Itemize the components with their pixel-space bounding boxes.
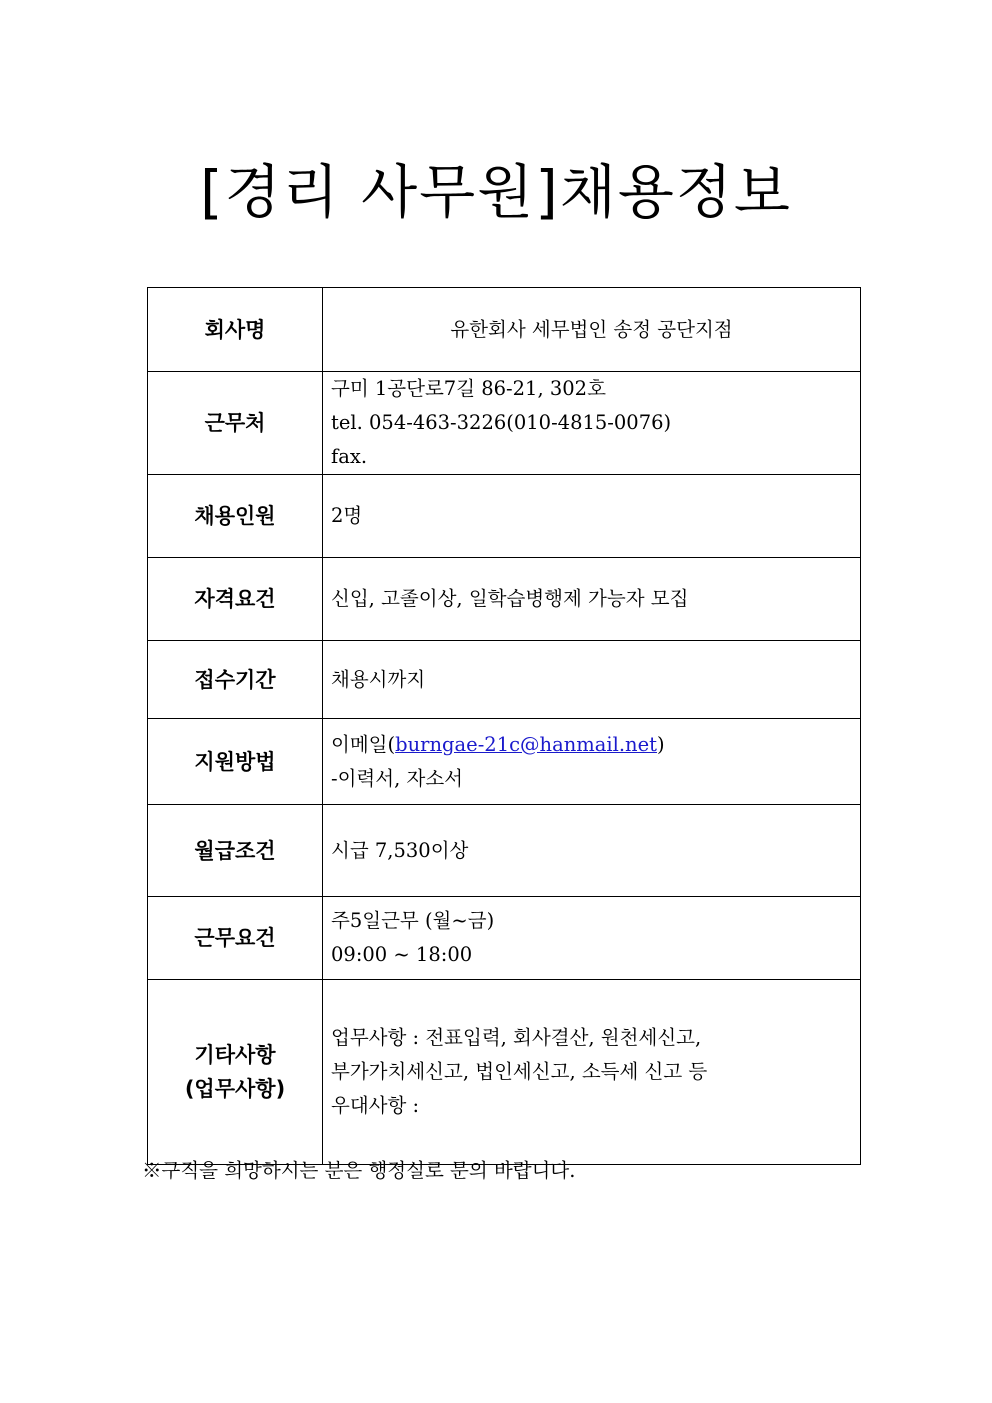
table-row-etc	[148, 980, 861, 1165]
etc-value	[323, 980, 861, 1165]
method-value	[323, 719, 861, 805]
table-row-salary	[148, 805, 861, 897]
email-link[interactable]: burngae-21c@hanmail.net	[395, 732, 657, 756]
table-row-company	[148, 288, 861, 372]
company-value: 유한회사 세무법인 송정 공단지점	[323, 288, 861, 372]
footnote: ※구직을 희망하시는 분은 행정실로 문의 바랍니다.	[142, 1159, 576, 1182]
headcount-value: 2명	[323, 475, 861, 558]
salary-value: 시급 7,530이상	[323, 805, 861, 897]
method-documents: -이력서, 자소서	[331, 766, 464, 790]
table-row-method	[148, 719, 861, 805]
workplace-fax: fax.	[331, 445, 368, 468]
workplace-value	[323, 372, 861, 475]
table-row-headcount	[148, 475, 861, 558]
period-value: 채용시까지	[323, 641, 861, 719]
etc-duties-line2: 부가가치세신고, 법인세신고, 소득세 신고 등	[331, 1060, 708, 1083]
page-title: [경리 사무원]채용정보	[200, 158, 792, 226]
hours-days: 주5일근무 (월~금)	[331, 909, 495, 932]
email-prefix: 이메일(	[331, 732, 396, 756]
table-row-qualification	[148, 558, 861, 641]
qualification-label: 자격요건	[148, 558, 323, 641]
table-row-workplace	[148, 372, 861, 475]
headcount-label: 채용인원	[148, 475, 323, 558]
table-row-hours	[148, 897, 861, 980]
company-label: 회사명	[148, 288, 323, 372]
workplace-address: 구미 1공단로7길 86-21, 302호	[331, 377, 606, 400]
etc-label-line1: 기타사항	[194, 1043, 276, 1067]
etc-benefits: 우대사항 :	[331, 1094, 420, 1117]
table-row-period	[148, 641, 861, 719]
salary-label: 월급조건	[148, 805, 323, 897]
etc-label-line2: (업무사항)	[184, 1077, 286, 1101]
hours-value	[323, 897, 861, 980]
etc-duties-line1: 업무사항 : 전표입력, 회사결산, 원천세신고,	[331, 1026, 702, 1049]
hours-time: 09:00 ~ 18:00	[331, 943, 473, 966]
email-suffix: )	[657, 732, 665, 756]
hours-label: 근무요건	[148, 897, 323, 980]
workplace-tel: tel. 054-463-3226(010-4815-0076)	[331, 411, 672, 434]
recruitment-info-table	[147, 287, 861, 1165]
etc-label	[148, 980, 323, 1165]
qualification-value: 신입, 고졸이상, 일학습병행제 가능자 모집	[323, 558, 861, 641]
workplace-label: 근무처	[148, 372, 323, 475]
email-line	[331, 728, 860, 762]
period-label: 접수기간	[148, 641, 323, 719]
method-label: 지원방법	[148, 719, 323, 805]
